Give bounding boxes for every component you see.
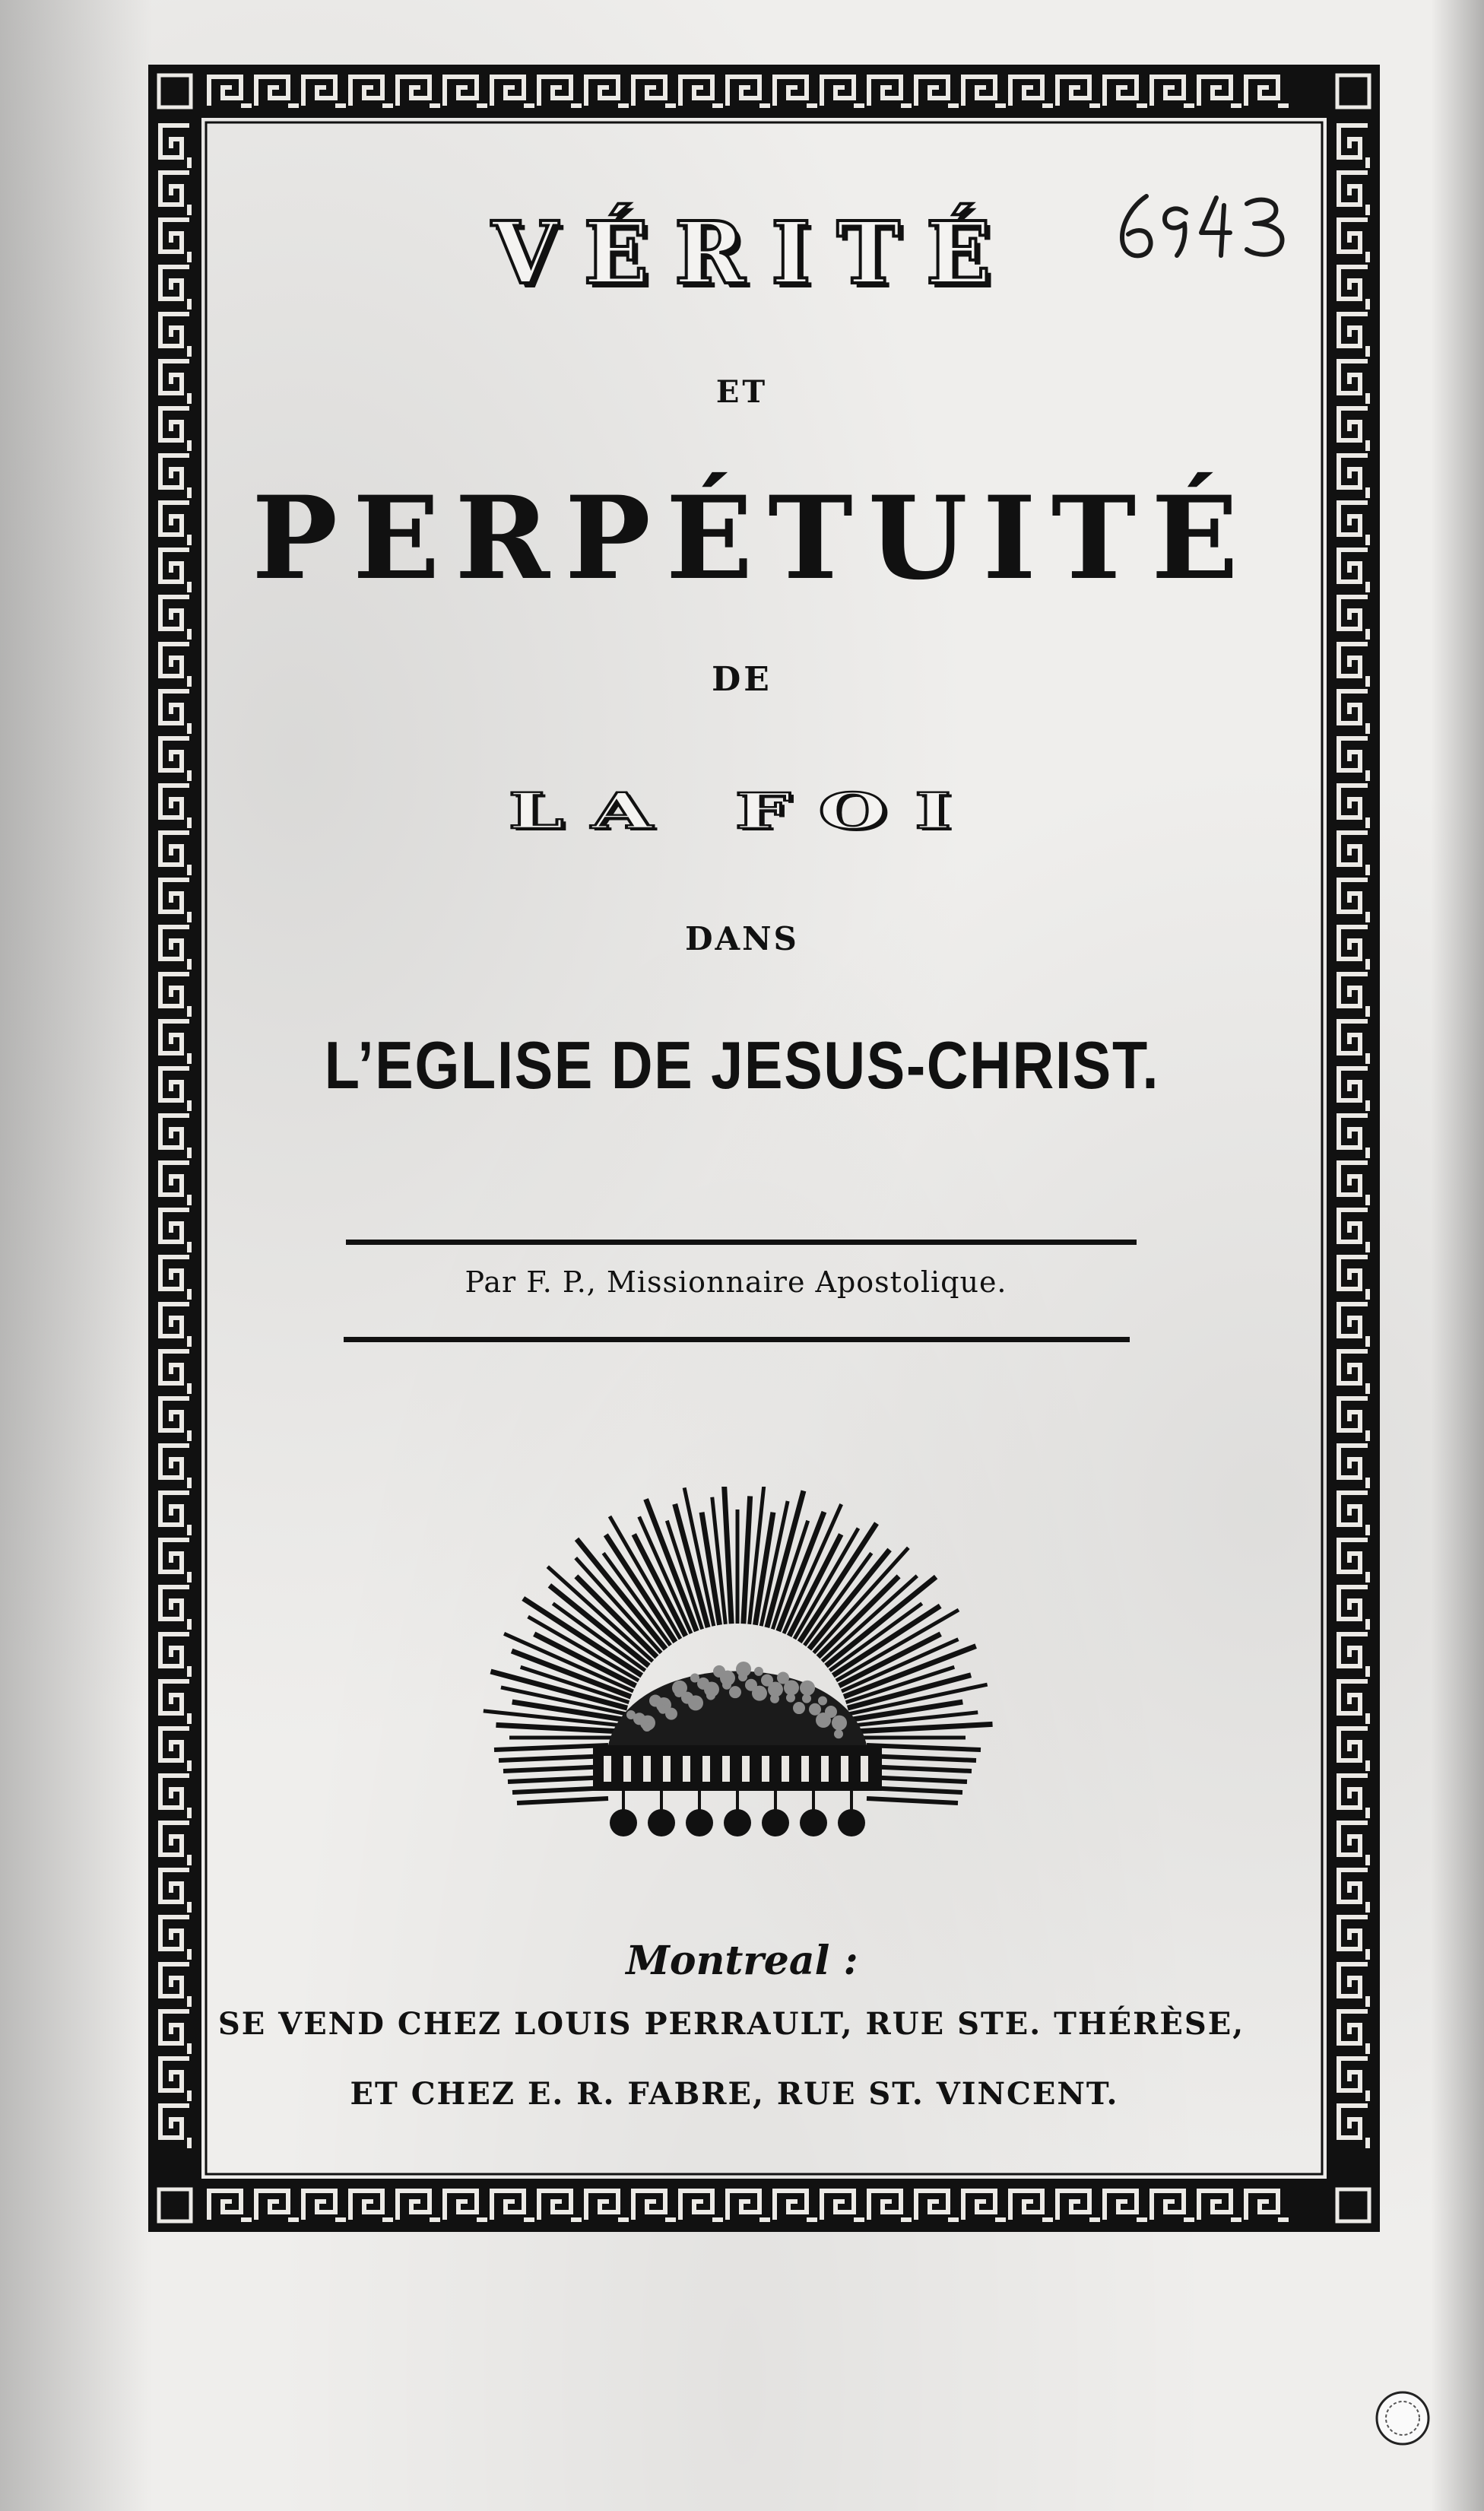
rule-bottom [344, 1337, 1130, 1342]
title-et: ET [715, 374, 769, 410]
imprint-place: Montreal : [626, 1938, 858, 1984]
title-de: DE [712, 660, 772, 699]
library-stamp [1372, 2388, 1433, 2449]
author-line: Par F. P., Missionnaire Apostolique. [465, 1265, 1007, 1299]
sunburst-ornament [479, 1487, 1011, 1867]
title-la-foi: LA FOI [508, 782, 979, 840]
imprint-line-1: SE VEND CHEZ LOUIS PERRAULT, RUE STE. THÉRÈSE, [217, 2006, 1245, 2042]
title-dans: DANS [685, 920, 799, 957]
title-verite: VÉRITÉ [491, 204, 1017, 303]
title-eglise: L’EGLISE DE JESUS-CHRIST. [324, 1027, 1160, 1103]
imprint-line-2: ET CHEZ E. R. FABRE, RUE ST. VINCENT. [350, 2076, 1119, 2112]
rule-top [346, 1240, 1137, 1245]
title-perpetuite: PERPÉTUITÉ [252, 471, 1254, 605]
